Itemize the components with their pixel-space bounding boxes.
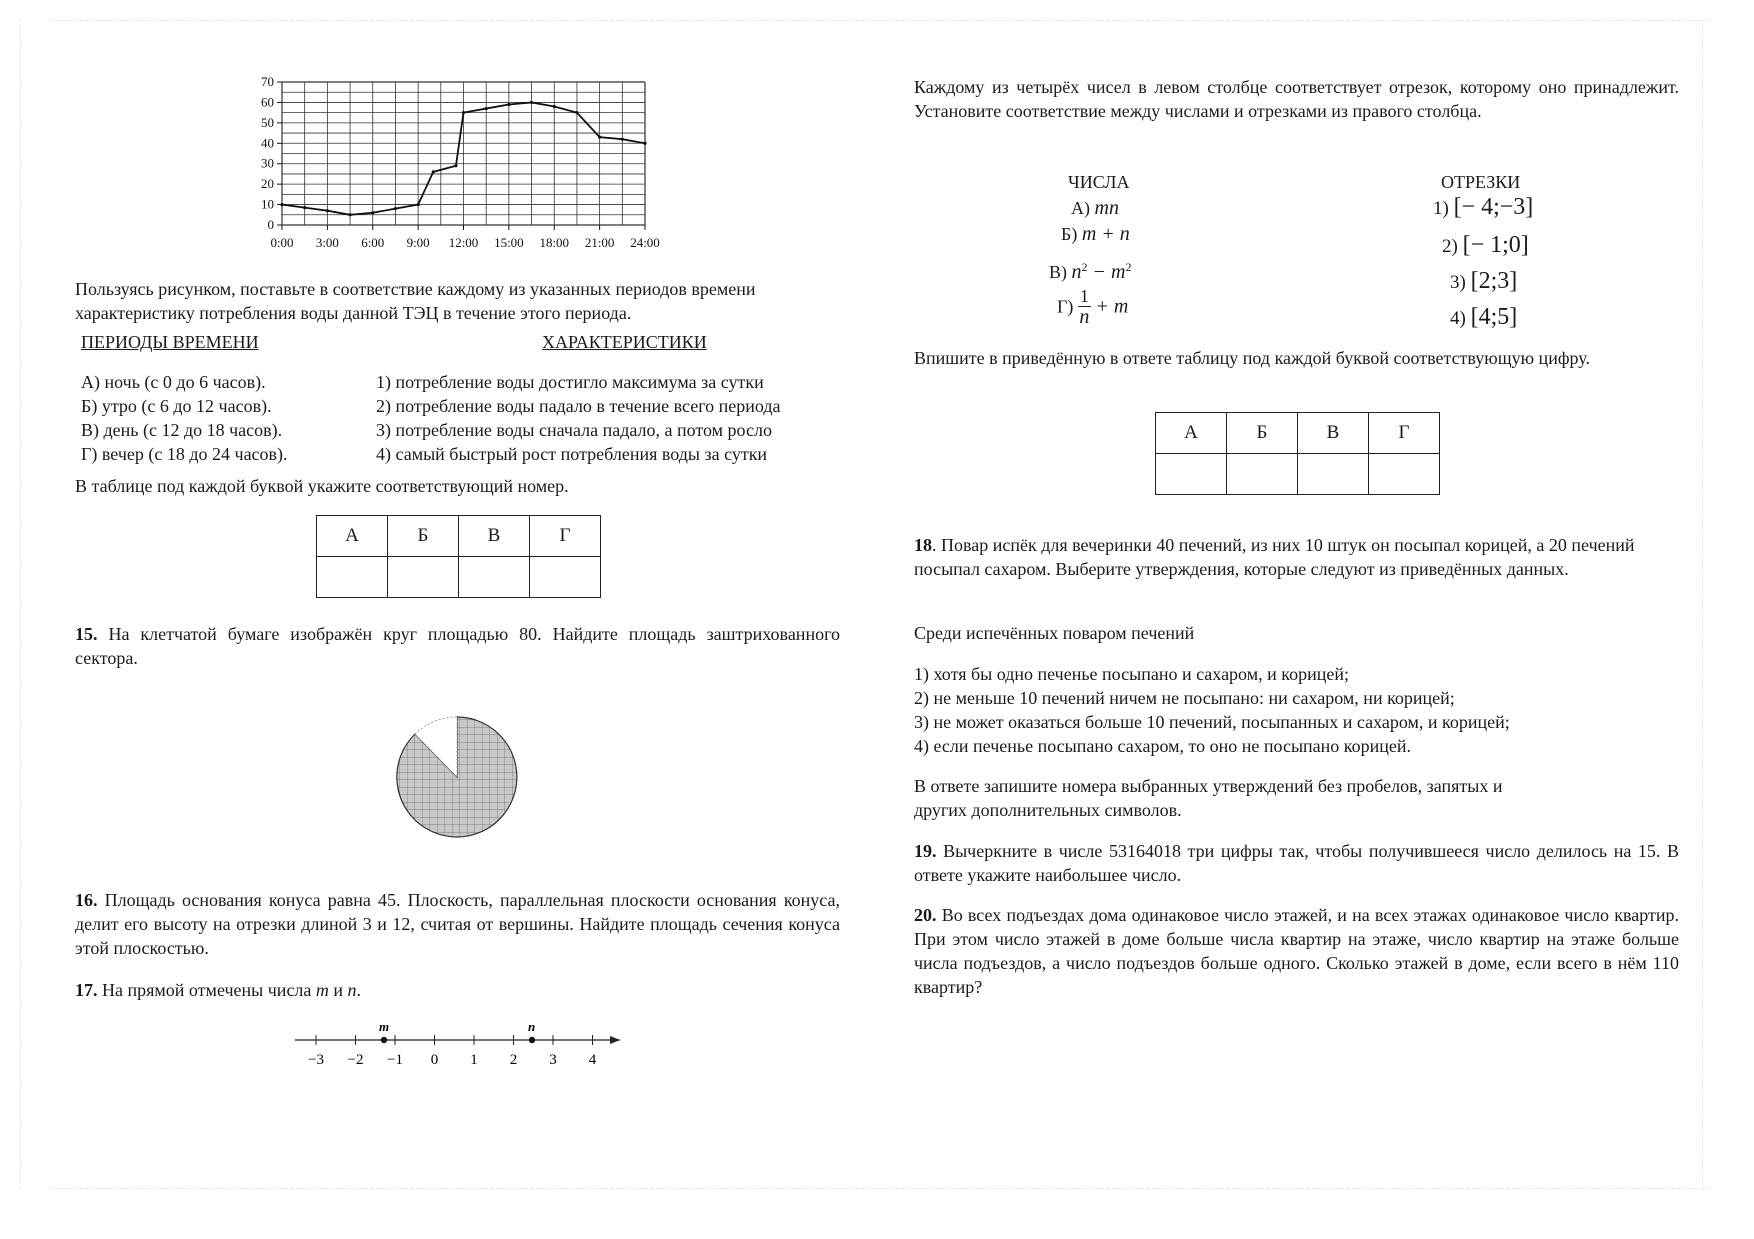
period-item: А) ночь (с 0 до 6 часов). (81, 372, 266, 392)
segment-interval: [− 4;−3] (1453, 194, 1534, 220)
numbers-header: ЧИСЛА (1068, 172, 1130, 192)
number-line-label: 4 (588, 1052, 597, 1068)
q17-period: . (356, 980, 362, 1000)
data-point (462, 111, 465, 114)
answer-letter: А (317, 516, 388, 557)
period-item: В) день (с 12 до 18 часов). (81, 420, 283, 440)
periods-list (81, 370, 288, 466)
segment-label: 4) (1450, 308, 1466, 329)
data-point (371, 211, 374, 214)
number-item-a (1071, 196, 1119, 220)
x-tick-label: 12:00 (448, 235, 479, 250)
q17-continuation: Каждому из четырёх чисел в левом столбце соответствует отрезок, которому оно принадлежит. Установите соответствие между числами и отрезками из правого столбца. (914, 77, 1679, 121)
answer-letter: Б (1227, 413, 1298, 454)
q15-body: На клетчатой бумаге изображён круг площадью 80. Найдите площадь заштрихованного сектора. (75, 624, 841, 668)
y-tick-label: 20 (261, 176, 274, 192)
exponent: 2 (1081, 260, 1088, 274)
q19-number: 19. (914, 841, 937, 861)
x-tick-label: 15:00 (494, 235, 524, 250)
q17-and: и (333, 980, 344, 1000)
number-line-label: −3 (308, 1052, 324, 1068)
page-edge-left (20, 20, 21, 1188)
data-point (303, 206, 306, 209)
q18-lead: Среди испечённых поваром печений (914, 623, 1195, 643)
number-line-label: −2 (347, 1052, 364, 1068)
q18-answer-note (914, 774, 1502, 822)
x-tick-label: 24:00 (630, 235, 660, 250)
data-point (598, 136, 601, 139)
x-tick-label: 21:00 (584, 235, 615, 250)
data-point (432, 170, 435, 173)
answer-letter: Г (1369, 413, 1440, 454)
answer-cell[interactable] (1227, 454, 1298, 495)
page-edge-top (50, 20, 1710, 21)
point-m-label: m (379, 1019, 390, 1034)
fraction-denominator: n (1079, 306, 1090, 328)
q17-answer-table (1155, 412, 1440, 495)
q17-var-n: n (347, 980, 357, 1000)
q18-answer-note-line: В ответе запишите номера выбранных утверждений без пробелов, запятых и (914, 776, 1503, 796)
answer-cell[interactable] (459, 557, 530, 598)
answer-cell[interactable] (1369, 454, 1440, 495)
q18-text (914, 533, 1679, 581)
number-line-label: 2 (509, 1052, 518, 1068)
data-point (553, 105, 556, 108)
q20-body: Во всех подъездах дома одинаковое число этажей, и на всех этажах одинаковое число квартир. При этом число этажей в доме больше числа квартир на этаже, число квартир на этаже больше числа подъездов, а число подъездов больше одного. Сколько этажей в доме, если всего в нём 110 квартир? (914, 905, 1680, 997)
answer-cell[interactable] (530, 557, 601, 598)
x-tick-label: 0:00 (270, 235, 294, 250)
q19-text (914, 839, 1679, 887)
number-line-arrow (610, 1036, 620, 1044)
point-n (529, 1037, 535, 1043)
x-tick-label: 6:00 (361, 235, 385, 250)
number-item-b (1061, 222, 1130, 246)
data-point (621, 138, 624, 141)
answer-letter: В (1298, 413, 1369, 454)
segment-label: 2) (1442, 236, 1458, 257)
answer-letter: Г (530, 516, 601, 557)
segment-item (1450, 268, 1517, 295)
segment-interval: [− 1;0] (1462, 232, 1529, 258)
q17-var-m: m (315, 980, 329, 1000)
q18-option: 1) хотя бы одно печенье посыпано и сахаром, и корицей; (914, 664, 1349, 684)
q18-option: 3) не может оказаться больше 10 печений, посыпанных и сахаром, и корицей; (914, 712, 1510, 732)
q14-intro: Пользуясь рисунком, поставьте в соответствие каждому из указанных периодов времени характеристику потребления воды данной ТЭЦ в течение этого периода. (75, 279, 756, 323)
q18-body: . Повар испёк для вечеринки 40 печений, из них 10 штук он посыпал корицей, а 20 печений посыпал сахаром. Выберите утверждения, которые следуют из приведённых данных. (914, 535, 1635, 579)
segment-item (1450, 304, 1517, 331)
answer-cell[interactable] (1298, 454, 1369, 495)
x-tick-label: 3:00 (315, 235, 339, 250)
segment-label: 1) (1433, 198, 1449, 219)
circle-sector-figure (392, 712, 522, 842)
number-expression: + m (1095, 295, 1129, 318)
number-line-label: −1 (387, 1052, 403, 1068)
exponent: 2 (1125, 260, 1132, 274)
fraction (1078, 286, 1091, 327)
q18-option: 4) если печенье посыпано сахаром, то оно не посыпано корицей. (914, 736, 1412, 756)
answer-letter: Б (388, 516, 459, 557)
data-point (394, 207, 397, 210)
periods-header: ПЕРИОДЫ ВРЕМЕНИ (81, 332, 259, 352)
q14-answer-table (316, 515, 601, 598)
characteristic-item: 4) самый быстрый рост потребления воды за сутки (376, 444, 768, 464)
segment-item (1433, 194, 1533, 221)
q20-number: 20. (914, 905, 937, 925)
characteristics-list (376, 370, 781, 466)
answer-cell[interactable] (317, 557, 388, 598)
data-point (530, 101, 533, 104)
data-point (326, 209, 329, 212)
answer-letter: В (459, 516, 530, 557)
data-point (417, 203, 420, 206)
y-tick-label: 60 (261, 94, 274, 110)
q16-number: 16. (75, 890, 98, 910)
y-tick-label: 30 (261, 155, 274, 171)
number-expression: mn (1094, 197, 1119, 219)
data-point (280, 203, 283, 206)
q16-text (75, 888, 840, 960)
answer-cell[interactable] (388, 557, 459, 598)
data-point (643, 142, 646, 145)
number-expression: m (1111, 261, 1126, 283)
number-expression: m + n (1081, 223, 1130, 245)
segment-label: 3) (1450, 272, 1466, 293)
data-point (507, 103, 510, 106)
characteristic-item: 3) потребление воды сначала падало, а потом росло (376, 420, 772, 440)
minus-sign: − (1087, 261, 1111, 283)
q18-option: 2) не меньше 10 печений ничем не посыпано: ни сахаром, ни корицей; (914, 688, 1455, 708)
q16-body: Площадь основания конуса равна 45. Плоскость, параллельная плоскости основания конуса, делит его высоту на отрезки длиной 3 и 12, считая от вершины. Найдите площадь сечения конуса этой плоскостью. (75, 890, 841, 958)
number-label: Г) (1057, 296, 1074, 317)
q17-text (75, 978, 361, 1002)
y-tick-label: 70 (261, 74, 274, 89)
q17-number: 17. (75, 980, 98, 1000)
number-line-label: 0 (430, 1052, 439, 1068)
q14-table-note: В таблице под каждой буквой укажите соответствующий номер. (75, 476, 569, 496)
answer-cell[interactable] (1156, 454, 1227, 495)
segment-item (1442, 232, 1529, 259)
data-point (575, 111, 578, 114)
period-item: Б) утро (с 6 до 12 часов). (81, 396, 272, 416)
q17-table-note: Впишите в приведённую в ответе таблицу под каждой буквой соответствующую цифру. (914, 348, 1590, 368)
y-tick-label: 50 (261, 114, 274, 130)
y-tick-label: 40 (261, 135, 274, 151)
number-item-v (1049, 255, 1131, 284)
q18-number: 18 (914, 535, 932, 555)
data-point (348, 213, 351, 216)
q19-body: Вычеркните в числе 53164018 три цифры так, чтобы получившееся число делилось на 15. В ответе укажите наибольшее число. (914, 841, 1679, 885)
point-n-label: n (528, 1019, 536, 1034)
characteristics-header: ХАРАКТЕРИСТИКИ (542, 332, 707, 352)
segment-interval: [4;5] (1470, 304, 1518, 330)
number-expression: n (1071, 261, 1082, 283)
number-label: В) (1049, 262, 1067, 282)
period-item: Г) вечер (с 18 до 24 часов). (81, 444, 288, 464)
point-m (381, 1037, 387, 1043)
page-edge-bottom (50, 1188, 1710, 1189)
number-label: А) (1071, 198, 1090, 218)
q15-number: 15. (75, 624, 98, 644)
number-line (290, 1016, 630, 1072)
q20-text (914, 903, 1679, 999)
number-line-label: 3 (549, 1052, 557, 1068)
characteristic-item: 2) потребление воды падало в течение всего периода (376, 396, 781, 416)
answer-letter: А (1156, 413, 1227, 454)
number-item-g (1057, 286, 1128, 327)
characteristic-item: 1) потребление воды достигло максимума за сутки (376, 372, 764, 392)
y-tick-label: 0 (267, 217, 274, 232)
q18-options (914, 662, 1510, 758)
data-point (454, 164, 457, 167)
y-tick-label: 10 (261, 196, 274, 212)
segments-header: ОТРЕЗКИ (1441, 172, 1521, 192)
q18-answer-note-line: других дополнительных символов. (914, 800, 1182, 820)
number-line-label: 1 (470, 1052, 478, 1068)
q15-text (75, 622, 840, 670)
water-consumption-chart (250, 72, 670, 277)
x-tick-label: 9:00 (406, 235, 430, 250)
x-tick-label: 18:00 (539, 235, 570, 250)
fraction-numerator: 1 (1079, 286, 1089, 306)
segment-interval: [2;3] (1470, 268, 1518, 294)
q17-body: На прямой отмечены числа (102, 980, 312, 1000)
number-label: Б) (1061, 224, 1078, 244)
page-edge-right (1702, 20, 1703, 1188)
data-point (485, 107, 488, 110)
